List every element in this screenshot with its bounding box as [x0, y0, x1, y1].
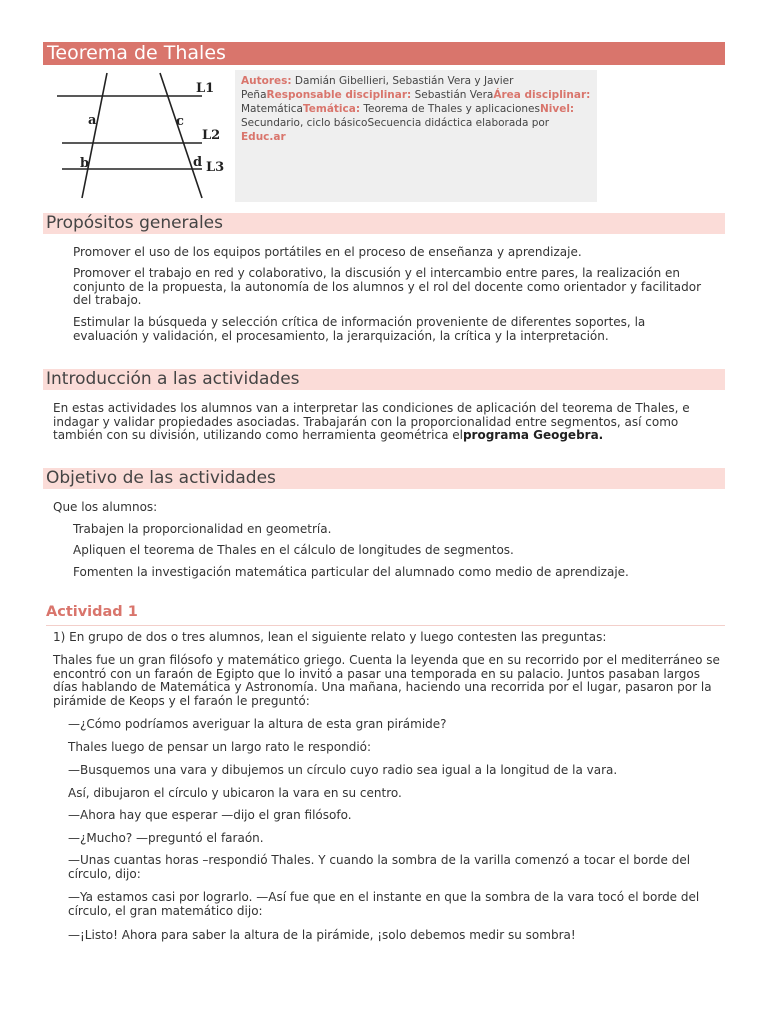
transversal-left: [82, 73, 107, 198]
objetivo-lead: Que los alumnos:: [53, 500, 158, 514]
label-a: a: [88, 113, 97, 128]
objetivo-item: Trabajen la proporcionalidad en geometría.: [73, 522, 332, 536]
dialog-line: —Busquemos una vara y dibujemos un círculo cuyo radio sea igual a la longitud de la vara.: [68, 763, 618, 777]
page-title: Teorema de Thales: [43, 42, 725, 65]
autores-label: Autores:: [241, 75, 292, 87]
dialog-line: —Ya estamos casi por lograrlo. —Así fue que en el instante en que la sombra de la vara tocó el borde del círculo, el gran matemático dijo:: [68, 890, 700, 918]
label-l2: L2: [202, 128, 221, 143]
geogebra-bold: programa Geogebra.: [462, 428, 604, 442]
introduccion-heading: Introducción a las actividades: [43, 369, 725, 390]
propositos-heading: Propósitos generales: [43, 213, 725, 234]
label-l3: L3: [206, 160, 225, 175]
metadata-box: [235, 70, 597, 202]
dialog-line: Así, dibujaron el círculo y ubicaron la vara en su centro.: [68, 786, 402, 800]
label-d: d: [193, 155, 203, 170]
proposito-item: Promover el uso de los equipos portátiles en el proceso de enseñanza y aprendizaje.: [73, 245, 582, 259]
responsable-label: Responsable disciplinar:: [266, 89, 412, 101]
proposito-item: Estimular la búsqueda y selección crítica de información proveniente de diferentes soportes, la evaluación y validación, el procesamiento, la jerarquización, la crítica y la interpretación.: [73, 315, 646, 343]
dialog-line: —¿Cómo podríamos averiguar la altura de esta gran pirámide?: [68, 717, 447, 731]
dialog-line: —Ahora hay que esperar —dijo el gran filósofo.: [68, 808, 352, 822]
educar-link[interactable]: Educ.ar: [241, 131, 286, 143]
objetivo-item: Fomenten la investigación matemática particular del alumnado como medio de aprendizaje.: [73, 565, 629, 579]
label-l1: L1: [196, 81, 215, 96]
actividad-divider: [46, 625, 725, 626]
thales-diagram: [52, 70, 232, 200]
actividad-instruction: 1) En grupo de dos o tres alumnos, lean el siguiente relato y luego contesten las preguntas:: [53, 630, 607, 644]
secuencia-text: Secuencia didáctica elaborada por: [367, 117, 550, 129]
objetivo-heading: Objetivo de las actividades: [43, 468, 725, 489]
autores-value: Damián Gibellieri, Sebastián Vera y Javier Peña: [241, 75, 514, 101]
introduccion-text: En estas actividades los alumnos van a interpretar las condiciones de aplicación del teorema de Thales, e indagar y validar propiedades asociadas. Trabajarán con la proporcionalidad entre segmentos, así como también con su división, utilizando como herramienta geométrica elprograma Geogebra.: [53, 401, 690, 442]
label-c: c: [176, 114, 184, 129]
dialog-line: —Unas cuantas horas –respondió Thales. Y cuando la sombra de la varilla comenzó a tocar el borde del círculo, dijo:: [68, 853, 691, 881]
dialog-line: Thales luego de pensar un largo rato le respondió:: [68, 740, 372, 754]
area-value: Matemática: [241, 103, 303, 115]
dialog-line: —¿Mucho? —preguntó el faraón.: [68, 831, 264, 845]
proposito-item: Promover el trabajo en red y colaborativo, la discusión y el intercambio entre pares, la realización en conjunto de la propuesta, la autonomía de los alumnos y el rol del docente como orientador y facilitador del trabajo.: [73, 266, 702, 307]
objetivo-item: Apliquen el teorema de Thales en el cálculo de longitudes de segmentos.: [73, 543, 514, 557]
nivel-value: Secundario, ciclo básico: [241, 117, 368, 129]
actividad-title: Actividad 1: [46, 604, 138, 620]
nivel-label: Nivel:: [539, 103, 575, 115]
area-label: Área disciplinar:: [493, 89, 591, 101]
responsable-value: Sebastián Vera: [411, 89, 494, 101]
label-b: b: [80, 156, 90, 171]
actividad-story: Thales fue un gran filósofo y matemático griego. Cuenta la leyenda que en su recorrido por el mediterráneo se encontró con un faraón de Egipto que lo invitó a pasar una temporada en su palacio. Juntos pasaban largos días hablando de Matemática y Astronomía. Una mañana, haciendo una recorrida por el lugar, pasaron por la pirámide de Keops y el faraón le preguntó:: [53, 653, 720, 708]
tematica-label: Temática:: [302, 103, 361, 115]
dialog-line: —¡Listo! Ahora para saber la altura de la pirámide, ¡solo debemos medir su sombra!: [68, 928, 576, 942]
tematica-value: Teorema de Thales y aplicaciones: [360, 103, 540, 115]
